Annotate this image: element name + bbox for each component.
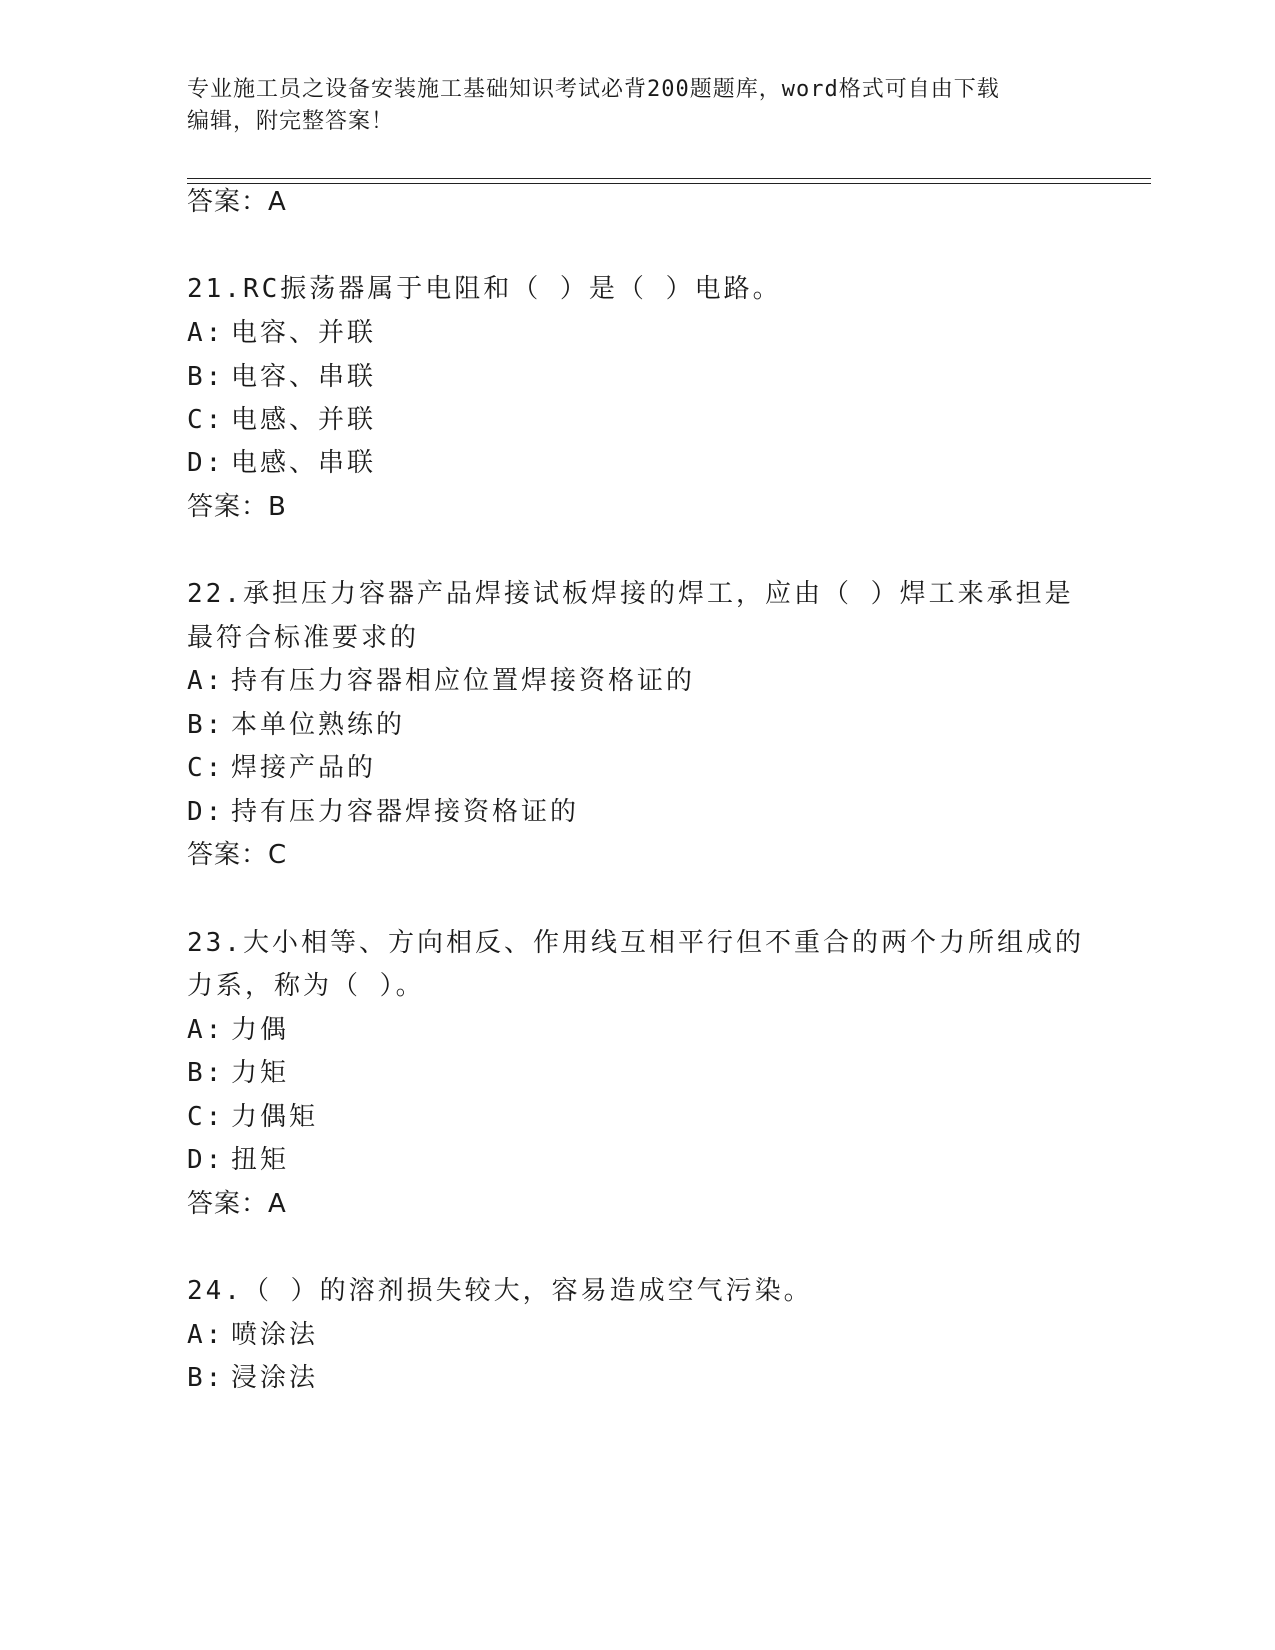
option-line [187,664,695,698]
option-line [187,1100,318,1134]
option-line [187,751,376,785]
option-line [187,1013,289,1047]
option-text: 持有压力容器相应位置焊接资格证的 [231,666,696,696]
option-text: 力矩 [231,1058,290,1088]
header-line: 编辑，附完整答案！ [187,109,395,134]
option-letter: C: [187,405,225,435]
option-text: 浸涂法 [231,1363,319,1393]
answer-line: 答案：C [187,840,288,870]
question-stem: 力系，称为（ ）。 [187,971,425,1001]
option-letter: A: [187,318,225,348]
option-line [187,446,376,480]
option-text: 力偶矩 [231,1102,319,1132]
option-line [187,403,376,437]
question-stem: 24.（ ）的溶剂损失较大，容易造成空气污染。 [187,1276,813,1306]
option-line [187,1361,318,1395]
option-text: 持有压力容器焊接资格证的 [231,797,580,827]
option-letter: C: [187,753,225,783]
option-text: 喷涂法 [231,1320,319,1350]
option-letter: D: [187,1145,225,1175]
option-letter: D: [187,797,225,827]
option-line [187,360,376,394]
option-letter: A: [187,1015,225,1045]
header-divider [187,183,1151,184]
header-line: 专业施工员之设备安装施工基础知识考试必背200题题库，word格式可自由下载 [187,77,1000,102]
option-letter: A: [187,666,225,696]
option-text: 电感、串联 [231,448,377,478]
option-line [187,1143,289,1177]
question-stem: 23.大小相等、方向相反、作用线互相平行但不重合的两个力所组成的 [187,928,1084,958]
option-letter: A: [187,1320,225,1350]
option-text: 电感、并联 [231,405,377,435]
option-letter: B: [187,1363,225,1393]
option-line [187,1056,289,1090]
option-text: 力偶 [231,1015,290,1045]
option-letter: C: [187,1102,225,1132]
document-header [187,74,1067,138]
option-text: 扭矩 [231,1145,290,1175]
option-letter: B: [187,710,225,740]
option-line [187,316,376,350]
header-divider [187,178,1151,179]
option-text: 焊接产品的 [231,753,377,783]
option-line [187,795,579,829]
question-stem: 21.RC振荡器属于电阻和（ ）是（ ）电路。 [187,274,782,304]
question-stem: 最符合标准要求的 [187,623,420,653]
option-letter: B: [187,1058,225,1088]
option-line [187,708,405,742]
option-line [187,1318,318,1352]
answer-line: 答案：A [187,187,287,217]
option-text: 电容、并联 [231,318,377,348]
answer-line: 答案：B [187,492,287,522]
question-stem: 22.承担压力容器产品焊接试板焊接的焊工，应由（ ）焊工来承担是 [187,579,1074,609]
answer-line: 答案：A [187,1189,287,1219]
option-text: 本单位熟练的 [231,710,406,740]
option-text: 电容、串联 [231,362,377,392]
option-letter: B: [187,362,225,392]
option-letter: D: [187,448,225,478]
